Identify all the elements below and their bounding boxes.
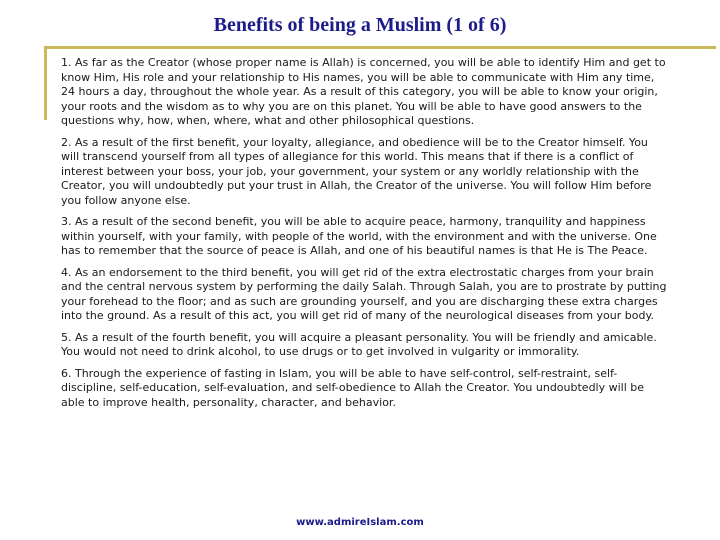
benefit-paragraph-3: 3. As a result of the second benefit, you will be able to acquire peace, harmony, tranquility and happiness within yourself, with your family, with people of the world, with the environment and with the universe. One has to remember that the source of peace is Allah, and one of his beautiful names is that He is The Peace. xyxy=(61,215,657,257)
title-underline-rule xyxy=(44,46,716,49)
benefit-paragraph-2: 2. As a result of the first benefit, your loyalty, allegiance, and obedience will be to the Creator himself. You will transcend yourself from all types of allegiance for this world. This means that if there is a conflict of interest between your boss, your job, your government, your system or any worldly relationship with the Creator, you will undoubtedly put your trust in Allah, the Creator of the universe. You will follow Him before you follow anyone else. xyxy=(61,135,652,207)
slide-title: Benefits of being a Muslim (1 of 6) xyxy=(213,14,507,36)
benefit-paragraph-4: 4. As an endorsement to the third benefit, you will get rid of the extra electrostatic charges from your brain and the central nervous system by performing the daily Salah. Through Salah, you are to prostrate by putting your forehead to the floor; and as such are grounding yourself, and you are discharging these extra charges into the ground. As a result of this act, you will get rid of many of the neurological diseases from your body. xyxy=(61,265,667,322)
benefit-paragraph-6: 6. Through the experience of fasting in Islam, you will be able to have self-control, self-restraint, self-discipline, self-education, self-evaluation, and self-obedience to Allah the Creator. You undoubtedly will be able to improve health, personality, character, and behavior. xyxy=(61,366,645,409)
benefit-paragraph-1: 1. As far as the Creator (whose proper name is Allah) is concerned, you will be able to identify Him and get to know Him, His role and your relationship to His names, you will be able to communicate with Him any time, 24 hours a day, throughout the whole year. As a result of this category, you will be able to know your origin, your roots and the wisdom as to why you are on this planet. You will be able to have good answers to the questions why, how, when, where, what and other philosophical questions. xyxy=(61,56,666,127)
left-accent-rule xyxy=(44,46,47,120)
slide-body xyxy=(61,56,667,417)
benefit-paragraph-5: 5. As a result of the fourth benefit, you will acquire a pleasant personality. You will be friendly and amicable. You would not need to drink alcohol, to use drugs or to get involved in vulgarity or immorality. xyxy=(61,330,657,358)
footer-website-link[interactable]: www.admireIslam.com xyxy=(296,517,424,528)
